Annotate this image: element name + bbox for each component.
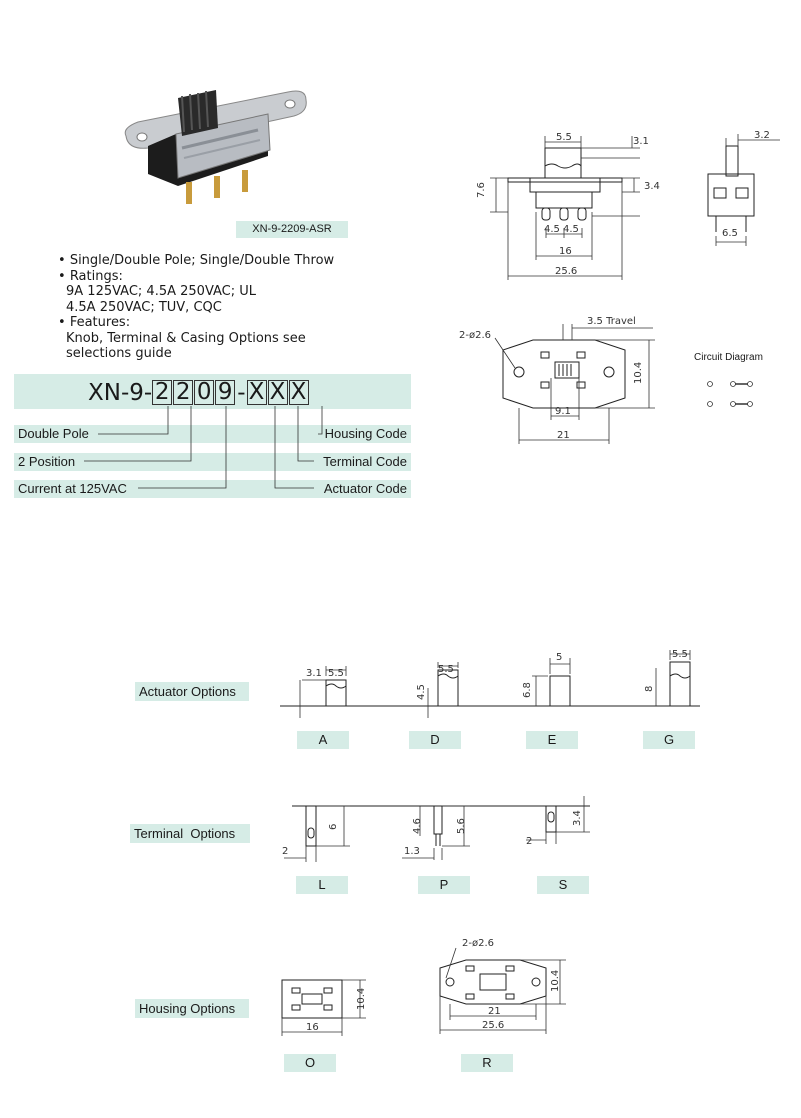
dim-holes: 2-ø2.6 (459, 330, 491, 341)
legend-2-position: 2 Position (18, 454, 76, 469)
dim-p-5-6: 5.6 (456, 818, 467, 834)
housing-code-o: O (284, 1054, 336, 1072)
actuator-code-g: G (643, 731, 695, 749)
dim-d-4-5: 4.5 (416, 684, 427, 700)
housing-drawings (270, 930, 580, 1045)
front-view-drawing (470, 128, 670, 288)
dim-r-holes: 2-ø2.6 (462, 938, 494, 949)
circuit-title: Circuit Diagram (694, 352, 763, 363)
dim-10-4: 10.4 (633, 361, 644, 384)
pn-prefix: XN-9- (88, 379, 153, 406)
pn-code: X (289, 380, 309, 405)
dim-d-5-5: 5.5 (438, 664, 454, 675)
bullet-poles: • Single/Double Pole; Single/Double Throw (58, 253, 335, 268)
legend-actuator-code: Actuator Code (323, 481, 407, 496)
features-line: selections guide (66, 346, 172, 361)
dim-e-6-8: 6.8 (522, 682, 533, 698)
legend-double-pole: Double Pole (18, 426, 89, 441)
pn-digit: 9 (215, 380, 235, 405)
dim-4-5b: 4.5 (563, 224, 579, 235)
dim-r-21: 21 (488, 1006, 501, 1017)
dim-3-2: 3.2 (754, 130, 770, 141)
features-line: Knob, Terminal & Casing Options see (66, 330, 306, 346)
dim-s-2: 2 (526, 836, 533, 847)
dim-25-6: 25.6 (555, 266, 578, 277)
terminal-drawings (270, 790, 600, 870)
dim-6-5: 6.5 (722, 228, 738, 239)
dim-l-2: 2 (282, 846, 289, 857)
dim-3-4: 3.4 (644, 181, 660, 192)
dim-3-1: 3.1 (633, 136, 649, 147)
dim-s-3-4: 3.4 (572, 810, 583, 826)
legend-current: Current at 125VAC (18, 481, 127, 496)
dim-21: 21 (557, 430, 570, 441)
dim-travel: 3.5 Travel (587, 316, 636, 327)
dim-16: 16 (559, 246, 572, 257)
photo-caption: XN-9-2209-ASR (236, 221, 348, 238)
dim-o-10-4: 10.4 (356, 987, 367, 1010)
housing-code-r: R (461, 1054, 513, 1072)
terminal-code-p: P (418, 876, 470, 894)
pn-digit: 2 (173, 380, 193, 405)
pn-digit: 0 (194, 380, 214, 405)
pn-code: X (247, 380, 267, 405)
pn-digit: 2 (152, 380, 172, 405)
actuator-code-e: E (526, 731, 578, 749)
dim-7-6: 7.6 (476, 182, 487, 198)
pn-dash: - (237, 379, 246, 406)
bullet-ratings: • Ratings: (58, 268, 123, 284)
ratings-line: 9A 125VAC; 4.5A 250VAC; UL (66, 284, 257, 299)
top-view-drawing (455, 310, 675, 450)
actuator-drawings (270, 648, 710, 718)
dim-p-1-3: 1.3 (404, 846, 420, 857)
dim-g-8: 8 (644, 685, 655, 692)
actuator-options-label: Actuator Options (135, 682, 249, 701)
dim-r-25-6: 25.6 (482, 1020, 505, 1031)
side-view-drawing (690, 128, 790, 248)
dim-5-5: 5.5 (556, 132, 572, 143)
dim-l-6: 6 (328, 823, 339, 830)
dim-9-1: 9.1 (555, 406, 571, 417)
bullet-features: • Features: (58, 315, 131, 330)
legend-housing-code: Housing Code (324, 426, 407, 441)
dim-g-5-5: 5.5 (672, 649, 688, 660)
pn-code: X (268, 380, 288, 405)
dim-a-5-5: 5.5 (328, 668, 344, 679)
dim-r-10-4: 10.4 (550, 969, 561, 992)
ratings-line: 4.5A 250VAC; TUV, CQC (66, 299, 222, 315)
dim-a-3-1: 3.1 (306, 668, 322, 679)
circuit-diagram (700, 374, 760, 414)
legend-terminal-code: Terminal Code (323, 454, 407, 469)
terminal-options-label: Terminal Options (130, 824, 250, 843)
dim-4-5a: 4.5 (544, 224, 560, 235)
housing-options-label: Housing Options (135, 999, 249, 1018)
actuator-code-d: D (409, 731, 461, 749)
terminal-code-l: L (296, 876, 348, 894)
actuator-code-a: A (297, 731, 349, 749)
dim-o-16: 16 (306, 1022, 319, 1033)
pn-leader-lines (0, 0, 420, 500)
dim-p-4-6: 4.6 (412, 818, 423, 834)
dim-e-5: 5 (556, 652, 563, 663)
terminal-code-s: S (537, 876, 589, 894)
